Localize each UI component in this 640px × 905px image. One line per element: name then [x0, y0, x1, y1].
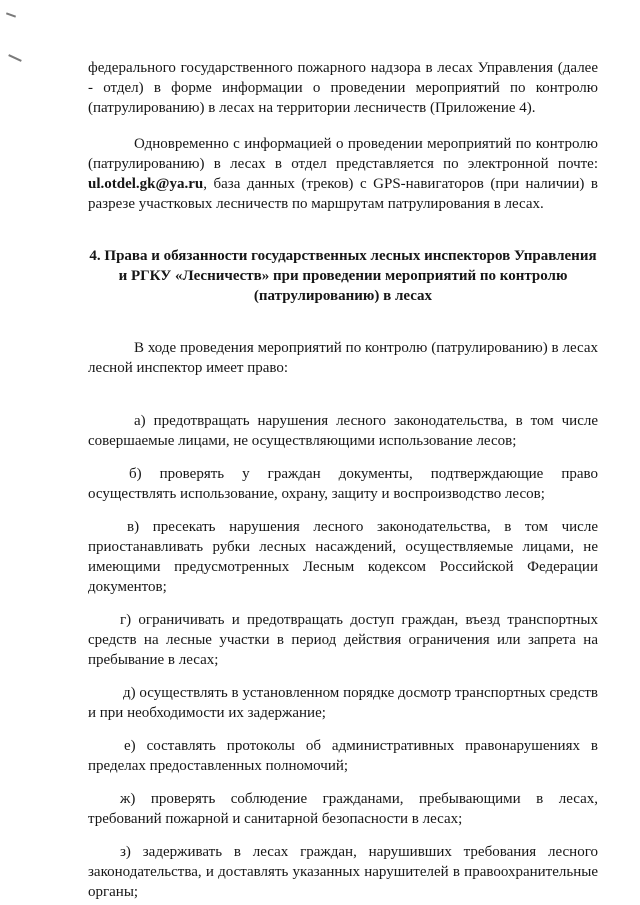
intro-paragraph: В ходе проведения мероприятий по контролю (патрулированию) в лесах лесной инспектор имеет право:: [88, 340, 598, 376]
list-item-b: б) проверять у граждан документы, подтверждающие право осуществлять использование, охрану, защиту и воспроизводство лесов;: [88, 466, 598, 502]
scan-mark-top: [6, 12, 16, 17]
paragraph-reporting: [88, 134, 598, 214]
list-item-d: д) осуществлять в установленном порядке досмотр транспортных средств и при необходимости их задержание;: [88, 685, 598, 721]
list-item-g: г) ограничивать и предотвращать доступ граждан, въезд транспортных средств на лесные участки в период действия ограничения или запрета на пребывание в лесах;: [88, 612, 598, 668]
list-item-e: е) составлять протоколы об административных правонарушениях в пределах предоставленных полномочий;: [88, 738, 598, 774]
list-item-a: а) предотвращать нарушения лесного законодательства, в том числе совершаемые лицами, не осуществляющими использование лесов;: [88, 413, 598, 449]
email-address: ul.otdel.gk@ya.ru: [88, 176, 204, 192]
list-item-z: з) задерживать в лесах граждан, нарушивших требования лесного законодательства, и доставлять указанных нарушителей в правоохранительные органы;: [88, 844, 598, 900]
list-item-zh: ж) проверять соблюдение гражданами, пребывающими в лесах, требований пожарной и санитарной безопасности в лесах;: [88, 791, 598, 827]
scan-mark-left: [8, 54, 22, 62]
document-page: [88, 58, 598, 902]
paragraph-continuation: федерального государственного пожарного надзора в лесах Управления (далее - отдел) в форме информации о проведении мероприятий по контролю (патрулированию) в лесах на территории лесничеств (Приложение 4).: [88, 60, 598, 116]
paragraph-reporting-end: , база данных (треков) с GPS-навигаторов (при наличии) в разрезе участковых лесничеств по маршрутам патрулирования в лесах.: [88, 176, 598, 212]
section-heading: 4. Права и обязанности государственных лесных инспекторов Управления и РГКУ «Лесничеств» при проведении мероприятий по контролю (патрулированию) в лесах: [89, 248, 597, 304]
paragraph-reporting-start: Одновременно с информацией о проведении мероприятий по контролю (патрулированию) в лесах в отдел представляется по электронной почте:: [88, 136, 598, 172]
list-item-v: в) пресекать нарушения лесного законодательства, в том числе приостанавливать рубки лесных насаждений, осуществляемые лицами, не имеющими предусмотренных Лесным кодексом Российской Федерации документов;: [88, 519, 598, 595]
